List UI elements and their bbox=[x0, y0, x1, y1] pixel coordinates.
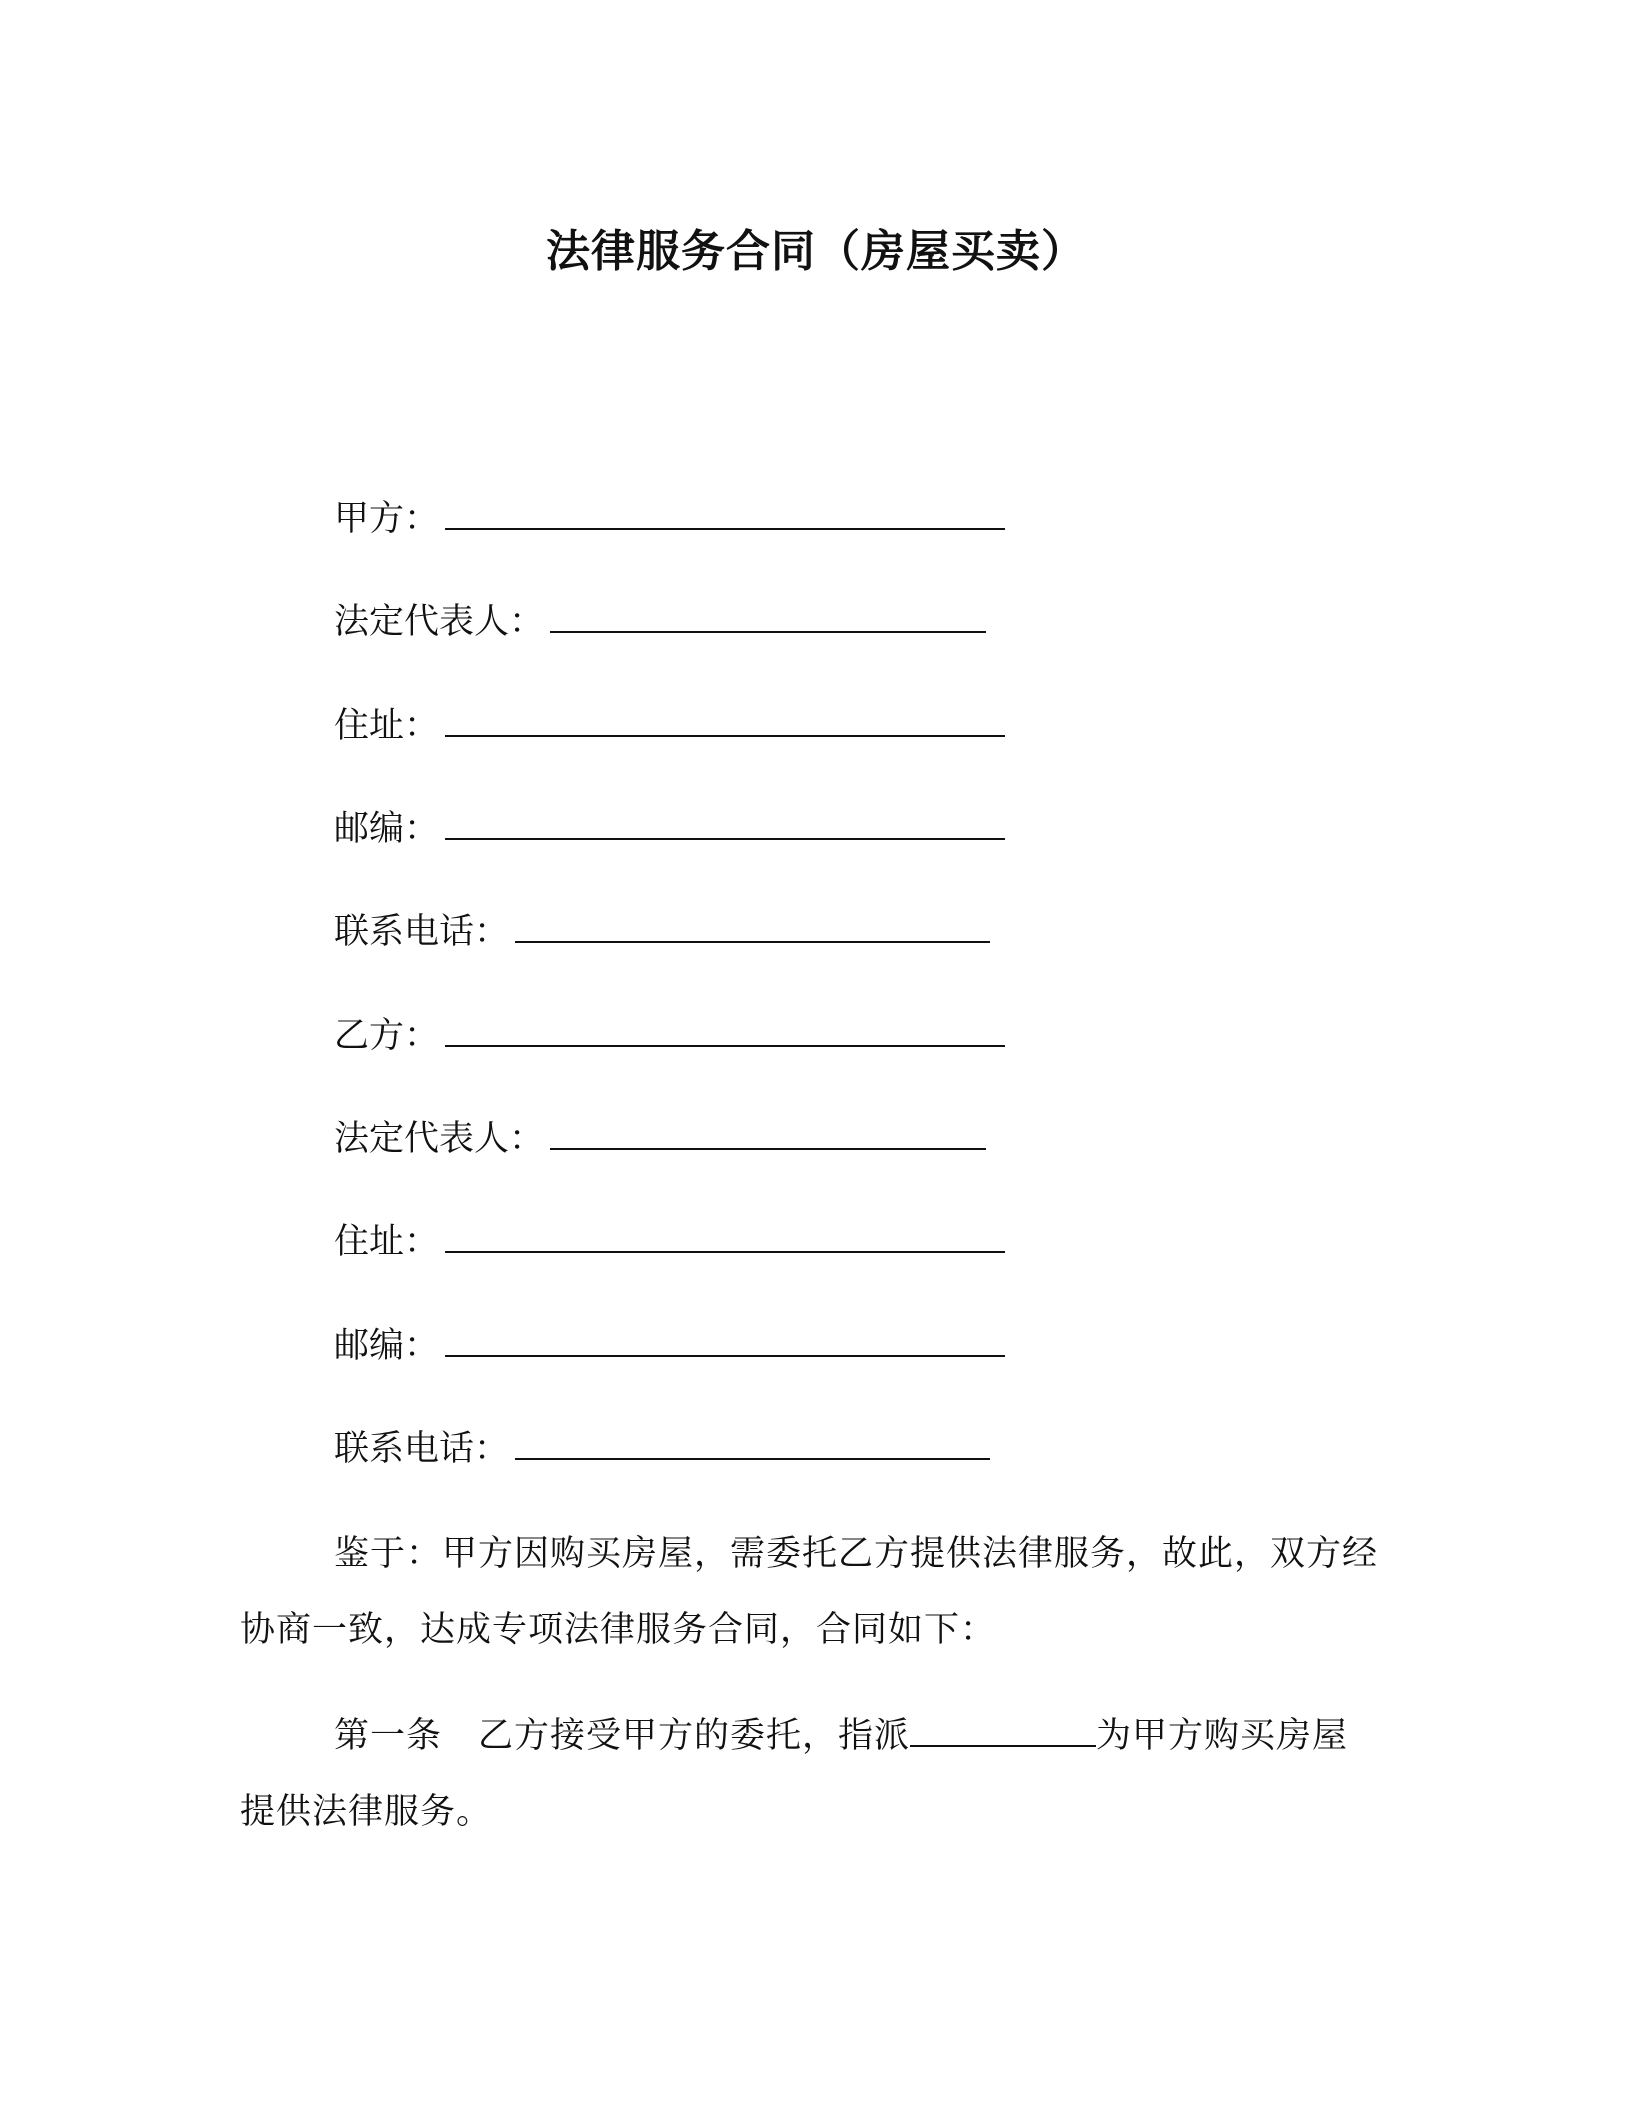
article-1-text-after: 为甲方购买房屋提供法律服务。 bbox=[240, 1716, 1349, 1832]
party-a-phone-label: 联系电话： bbox=[334, 912, 510, 952]
party-a-label: 甲方： bbox=[334, 499, 440, 539]
document-title: 法律服务合同（房屋买卖） bbox=[546, 226, 1086, 277]
party-a-postcode-blank[interactable] bbox=[445, 832, 1005, 840]
party-a-postcode-field bbox=[334, 805, 1005, 853]
party-b-postcode-field bbox=[334, 1322, 1005, 1370]
article-1-paragraph bbox=[240, 1698, 1380, 1850]
party-a-rep-label: 法定代表人： bbox=[334, 602, 545, 642]
party-b-label: 乙方： bbox=[334, 1016, 440, 1056]
party-a-address-blank[interactable] bbox=[445, 729, 1005, 737]
party-b-rep-blank[interactable] bbox=[550, 1142, 986, 1150]
party-b-rep-label: 法定代表人： bbox=[334, 1119, 545, 1159]
article-1-blank[interactable] bbox=[910, 1739, 1096, 1747]
party-b-address-label: 住址： bbox=[334, 1222, 440, 1262]
party-b-phone-blank[interactable] bbox=[515, 1452, 990, 1460]
party-a-address-label: 住址： bbox=[334, 706, 440, 746]
party-b-address-field bbox=[334, 1218, 1005, 1266]
party-a-address-field bbox=[334, 702, 1005, 750]
party-b-rep-field bbox=[334, 1115, 986, 1163]
preamble-paragraph: 鉴于：甲方因购买房屋，需委托乙方提供法律服务，故此，双方经协商一致，达成专项法律服务合同，合同如下： bbox=[240, 1534, 1379, 1650]
article-1-text-before: 第一条 乙方接受甲方的委托，指派 bbox=[334, 1716, 911, 1756]
party-a-field bbox=[334, 495, 1005, 543]
party-b-address-blank[interactable] bbox=[445, 1245, 1005, 1253]
party-a-postcode-label: 邮编： bbox=[334, 809, 440, 849]
party-b-field bbox=[334, 1012, 1005, 1060]
party-a-rep-blank[interactable] bbox=[550, 625, 986, 633]
party-b-postcode-label: 邮编： bbox=[334, 1326, 440, 1366]
party-a-rep-field bbox=[334, 598, 986, 646]
party-b-phone-label: 联系电话： bbox=[334, 1429, 510, 1469]
party-a-phone-blank[interactable] bbox=[515, 935, 990, 943]
party-a-phone-field bbox=[334, 908, 990, 956]
party-b-postcode-blank[interactable] bbox=[445, 1349, 1005, 1357]
party-a-blank[interactable] bbox=[445, 522, 1005, 530]
party-b-blank[interactable] bbox=[445, 1039, 1005, 1047]
party-b-phone-field bbox=[334, 1425, 990, 1473]
